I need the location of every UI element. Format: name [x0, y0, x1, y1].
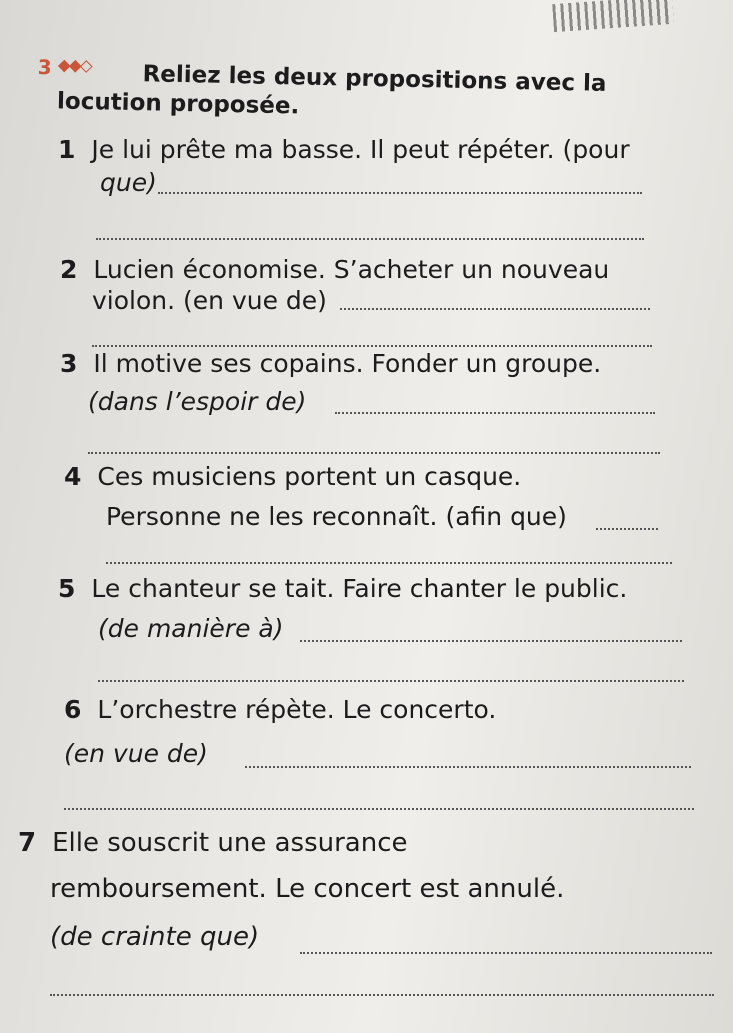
item-text: L’orchestre répète. Le concerto.	[97, 695, 497, 724]
item-text: Elle souscrit une assurance	[52, 828, 408, 858]
item-7-continuation-2: (de crainte que)	[50, 922, 260, 952]
answer-line[interactable]	[300, 952, 712, 954]
item-number: 5	[58, 574, 76, 603]
answer-line[interactable]	[98, 680, 684, 682]
item-text: Ces musiciens portent un casque.	[97, 462, 522, 491]
item-number: 1	[58, 135, 76, 164]
answer-line[interactable]	[596, 528, 658, 530]
item-number: 6	[64, 695, 82, 724]
item-5-continuation: (de manière à)	[98, 614, 284, 643]
item-4-continuation: Personne ne les reconnaît. (afin que)	[106, 502, 567, 531]
item-number: 4	[64, 462, 82, 491]
item-text: Il motive ses copains. Fonder un groupe.	[93, 349, 602, 378]
item-text: Lucien économise. S’acheter un nouveau	[93, 255, 610, 284]
item-3-continuation: (dans l’espoir de)	[88, 387, 307, 416]
item-text: Je lui prête ma basse. Il peut répéter. (pour	[91, 135, 630, 164]
item-2-continuation: violon. (en vue de)	[92, 286, 327, 315]
answer-line[interactable]	[300, 640, 682, 642]
instruction-line1: Reliez les deux propositions avec la	[142, 61, 607, 97]
answer-line[interactable]	[64, 808, 694, 810]
exercise-item-3	[60, 347, 601, 381]
item-7-continuation: remboursement. Le concert est annulé.	[50, 874, 565, 904]
exercise-item-1	[58, 133, 630, 167]
instruction-line2: locution proposée.	[56, 88, 300, 120]
item-text: Le chanteur se tait. Faire chanter le public.	[91, 574, 628, 603]
exercise-item-2	[60, 253, 609, 287]
answer-line[interactable]	[50, 994, 714, 996]
answer-line[interactable]	[88, 452, 660, 454]
exercise-item-7	[18, 826, 408, 861]
answer-line[interactable]	[158, 192, 642, 194]
item-1-continuation: que)	[100, 168, 157, 197]
item-number: 7	[18, 828, 37, 858]
difficulty-icon	[60, 61, 91, 71]
item-number: 3	[60, 349, 78, 378]
exercise-item-6	[64, 693, 496, 727]
exercise-number: 3	[37, 55, 52, 80]
answer-line[interactable]	[96, 238, 644, 240]
answer-line[interactable]	[106, 562, 672, 564]
item-6-continuation: (en vue de)	[64, 739, 208, 768]
exercise-item-4	[64, 460, 521, 494]
answer-line[interactable]	[340, 308, 650, 310]
answer-line[interactable]	[245, 766, 691, 768]
exercise-header	[37, 55, 678, 120]
item-number: 2	[60, 255, 78, 284]
spiral-binding	[552, 0, 674, 32]
exercise-item-5	[58, 572, 627, 606]
answer-line[interactable]	[335, 412, 655, 414]
